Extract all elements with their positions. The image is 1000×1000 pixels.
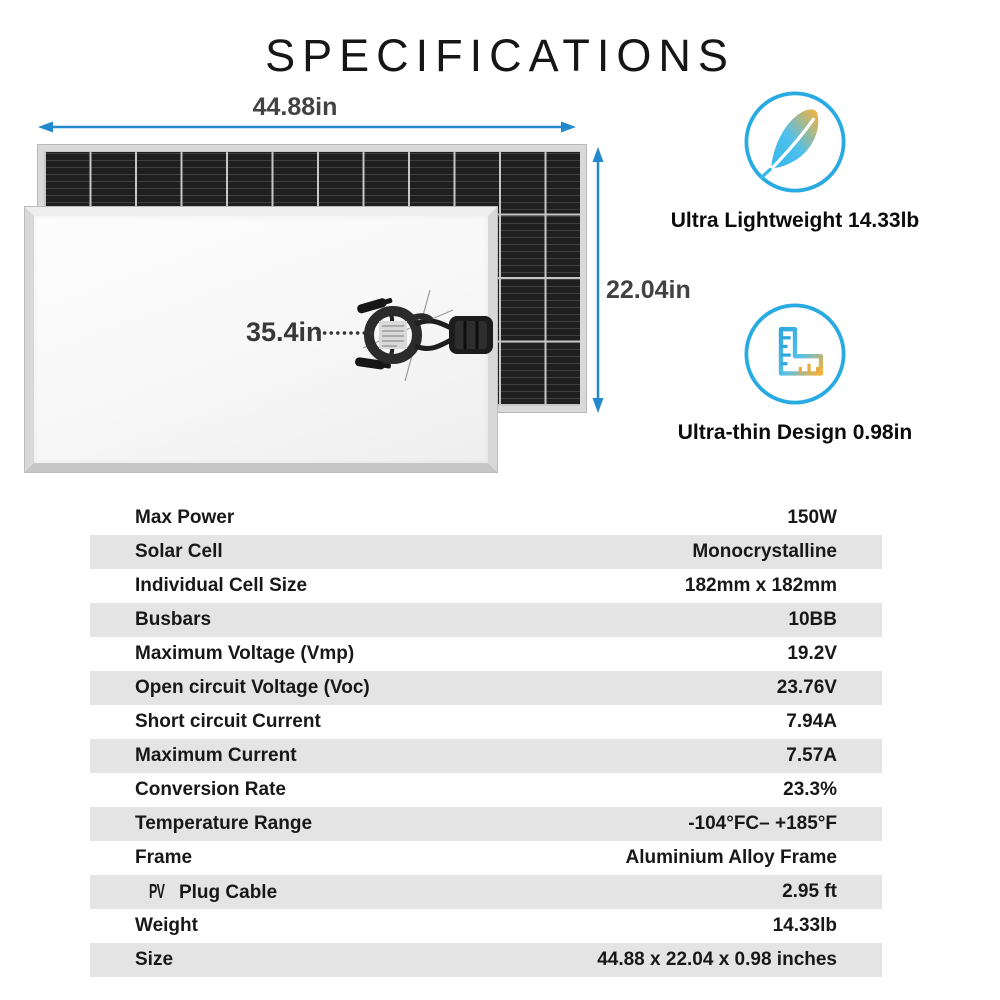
feature-lightweight	[640, 88, 950, 233]
spec-label: Maximum Current	[135, 745, 297, 766]
spec-label: Conversion Rate	[135, 779, 286, 800]
spec-value: 7.94A	[786, 711, 837, 732]
spec-label: Size	[135, 949, 174, 970]
width-dimension-label: 44.88in	[252, 93, 338, 121]
spec-label: Individual Cell Size	[135, 575, 308, 596]
spec-label: Open circuit Voltage (Voc)	[135, 677, 370, 698]
spec-label: Maximum Voltage (Vmp)	[135, 643, 355, 664]
spec-value: 2.95 ft	[782, 881, 837, 902]
spec-value: 10BB	[788, 609, 837, 630]
spec-row	[90, 909, 882, 943]
spec-value: 23.3%	[783, 779, 837, 800]
spec-value: 23.76V	[776, 677, 837, 698]
width-dimension-arrow	[0, 0, 620, 145]
spec-value: 7.57A	[786, 745, 837, 766]
spec-label: Temperature Range	[135, 813, 313, 834]
spec-label: Weight	[135, 915, 198, 936]
spec-row	[90, 637, 882, 671]
spec-value: 182mm x 182mm	[684, 575, 837, 596]
ruler-icon	[741, 300, 849, 408]
spec-row	[90, 705, 882, 739]
spec-row	[90, 671, 882, 705]
page-title: SPECIFICATIONS	[265, 30, 735, 81]
spec-value: 44.88 x 22.04 x 0.98 inches	[597, 949, 837, 970]
spec-row	[90, 807, 882, 841]
spec-row	[90, 603, 882, 637]
spec-row	[90, 569, 882, 603]
spec-row	[90, 943, 882, 977]
spec-label: Solar Cell	[135, 541, 223, 562]
spec-value: 14.33lb	[772, 915, 837, 936]
height-dimension-label: 22.04in	[606, 276, 691, 304]
spec-row	[90, 535, 882, 569]
feature-lightweight-label: Ultra Lightweight 14.33lb	[670, 209, 920, 232]
spec-row	[90, 841, 882, 875]
spec-label: Frame	[135, 847, 193, 868]
spec-value: -104°FC– +185°F	[688, 813, 837, 834]
spec-value: Monocrystalline	[692, 541, 837, 562]
spec-label: Max Power	[135, 507, 235, 528]
feature-ultra-thin-label: Ultra-thin Design 0.98in	[677, 421, 913, 444]
cable-length-label: 35.4in	[246, 317, 323, 347]
spec-row	[90, 501, 882, 535]
spec-row	[90, 739, 882, 773]
spec-table	[90, 501, 882, 977]
feature-ultra-thin	[640, 300, 950, 445]
cable-leader-dots	[314, 325, 380, 341]
spec-label: Busbars	[135, 609, 212, 630]
spec-value: 19.2V	[787, 643, 837, 664]
spec-row	[90, 875, 882, 909]
pv-mark: PV	[149, 880, 165, 903]
spec-label: Short circuit Current	[135, 711, 321, 732]
feather-icon	[741, 88, 849, 196]
spec-value: 150W	[787, 507, 837, 528]
spec-row	[90, 773, 882, 807]
spec-label: PV Plug Cable	[149, 880, 278, 903]
spec-value: Aluminium Alloy Frame	[625, 847, 837, 868]
